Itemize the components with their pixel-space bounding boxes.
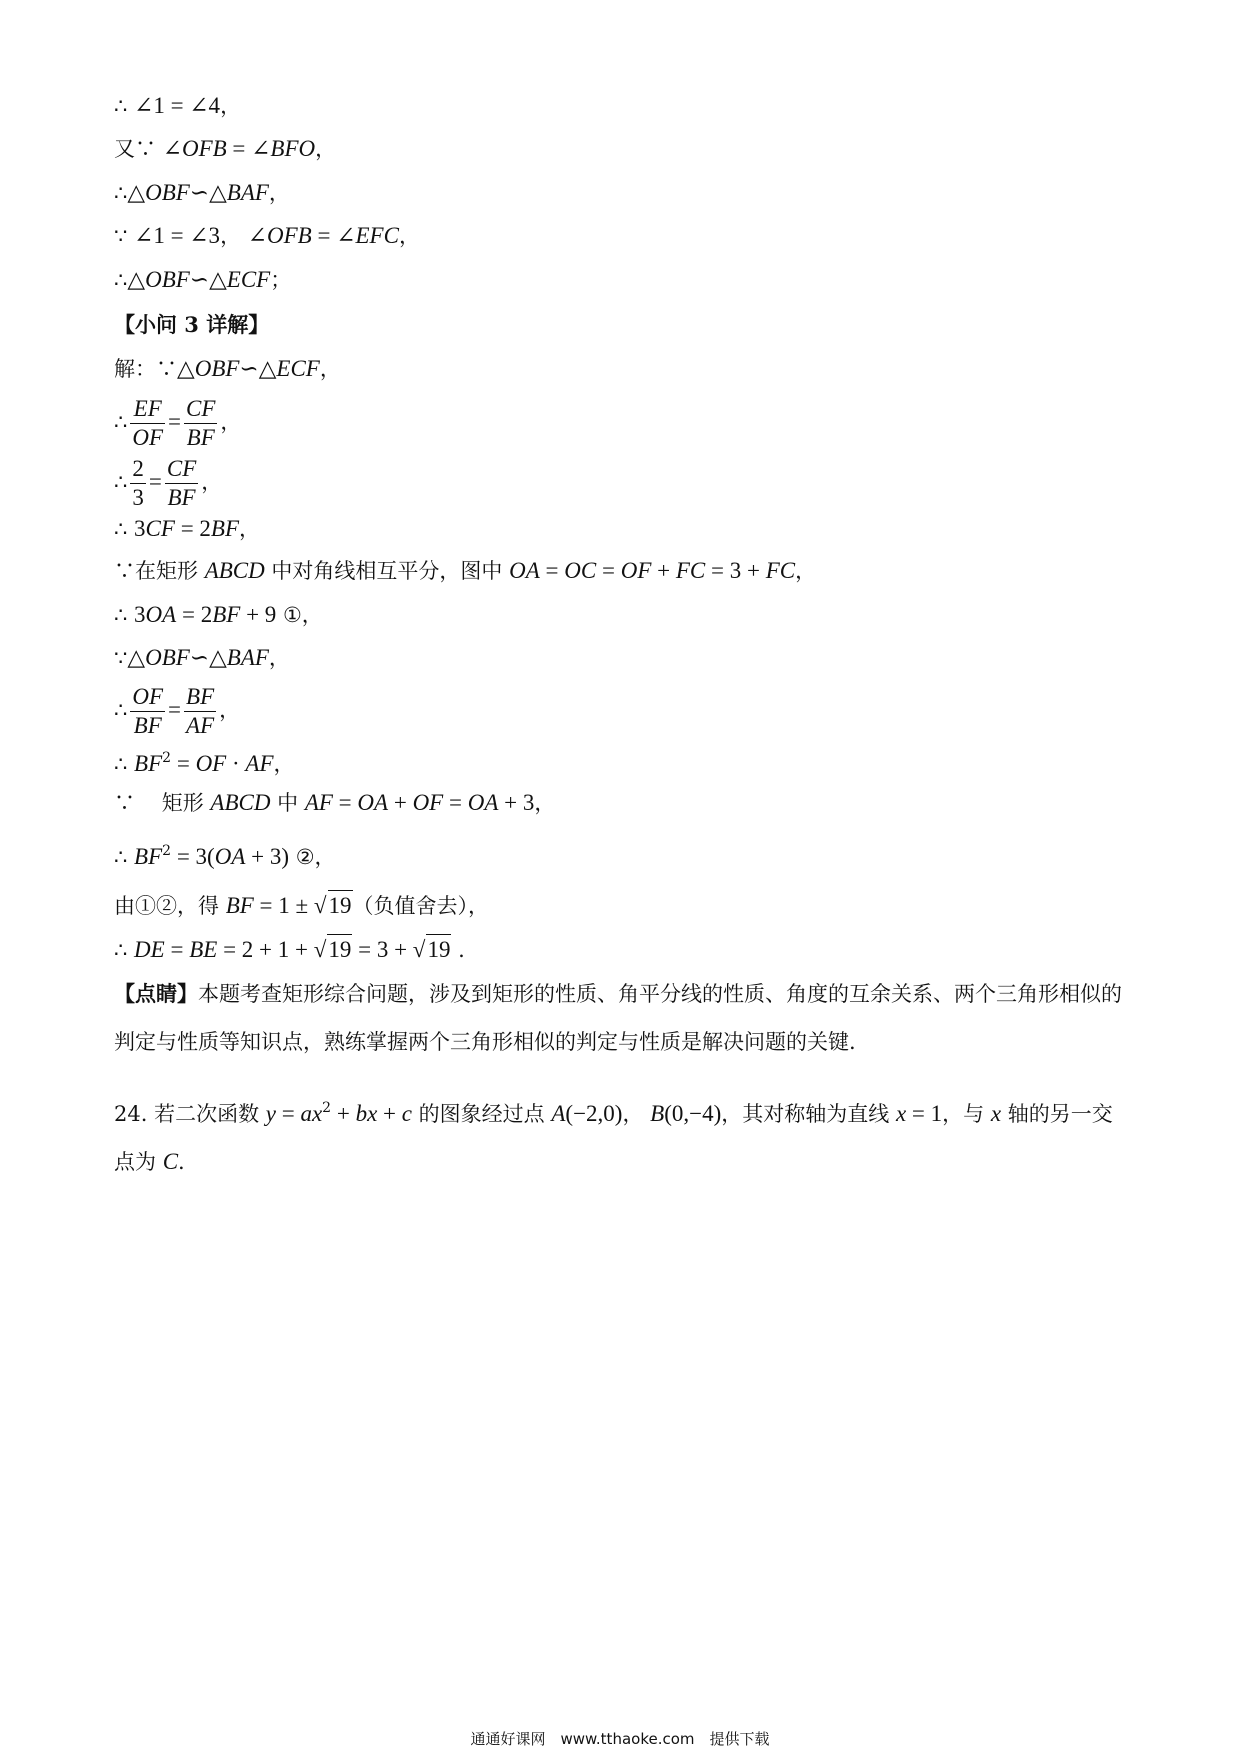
page-footer: 通通好课网 www.tthaoke.com 提供下载 <box>470 1730 770 1748</box>
solution-line-4: ∴ 3CF = 2BF， <box>114 516 261 541</box>
solution-line-7: ∵△OBF∽△BAF， <box>114 645 290 670</box>
solution-line-13: ∴ DE = BE = 2 + 1 + √19 = 3 + √19 . <box>114 934 1180 965</box>
fraction-line-1: ∴ $\frac{EF}{OF}$ = $\frac{CF}{BF}$ ， <box>114 396 242 450</box>
fraction-line-2: ∴ $\frac{2}{3}$ = $\frac{CF}{BF}$ ， <box>114 456 223 510</box>
solution-line-10: ∵ 矩形 ABCD 中 AF = OA + OF = OA + 3， <box>114 790 556 815</box>
solution-line-12: 由①②，得 BF = 1 ± √19（负值舍去）， <box>114 890 1180 921</box>
solution-line-9: ∴ $BF^2$ = OF · AF， <box>114 750 295 776</box>
comment-text: 本题考查矩形综合问题，涉及到矩形的性质、角平分线的性质、角度的互余关系、两个三角形相似的判定与性质等知识点，熟练掌握两个三角形相似的判定与性质是解决问题的关键. <box>114 982 1122 1054</box>
fraction-line-3: ∴ $\frac{OF}{BF}$ = $\frac{BF}{AF}$ ， <box>114 684 241 738</box>
solution-line-5: ∵在矩形 ABCD 中对角线相互平分，图中 OA = OC = OF + FC = 3 + FC， <box>114 558 817 583</box>
proof-line-3: ∴△OBF∽△BAF， <box>114 180 290 205</box>
comment-paragraph <box>114 970 1126 1066</box>
solution-line-6: ∴ 3OA = 2BF + 9 ①， <box>114 602 323 627</box>
proof-line-4: ∵ ∠1 = ∠3， ∠OFB = ∠EFC， <box>114 223 420 248</box>
question-24: 24. 若二次函数 $y = ax^2$ + bx + c 的图象经过点 A(−2,0)， B(0,−4)，其对称轴为直线 x = 1，与 x 轴的另一交点为 C. <box>114 1100 1113 1174</box>
subquestion-3-heading: 【小问 3 详解】 <box>114 312 270 337</box>
solution-line-1: 解：∵△OBF∽△ECF， <box>114 356 341 381</box>
comment-label: 【点睛】 <box>114 981 198 1006</box>
proof-line-1: ∴ ∠1 = ∠4， <box>114 93 242 118</box>
proof-line-2: 又∵ ∠OFB = ∠BFO， <box>114 136 337 161</box>
solution-line-11: ∴ $BF^2 = 3(OA + 3)$ ②， <box>114 843 336 869</box>
proof-line-5: ∴△OBF∽△ECF； <box>114 267 292 292</box>
